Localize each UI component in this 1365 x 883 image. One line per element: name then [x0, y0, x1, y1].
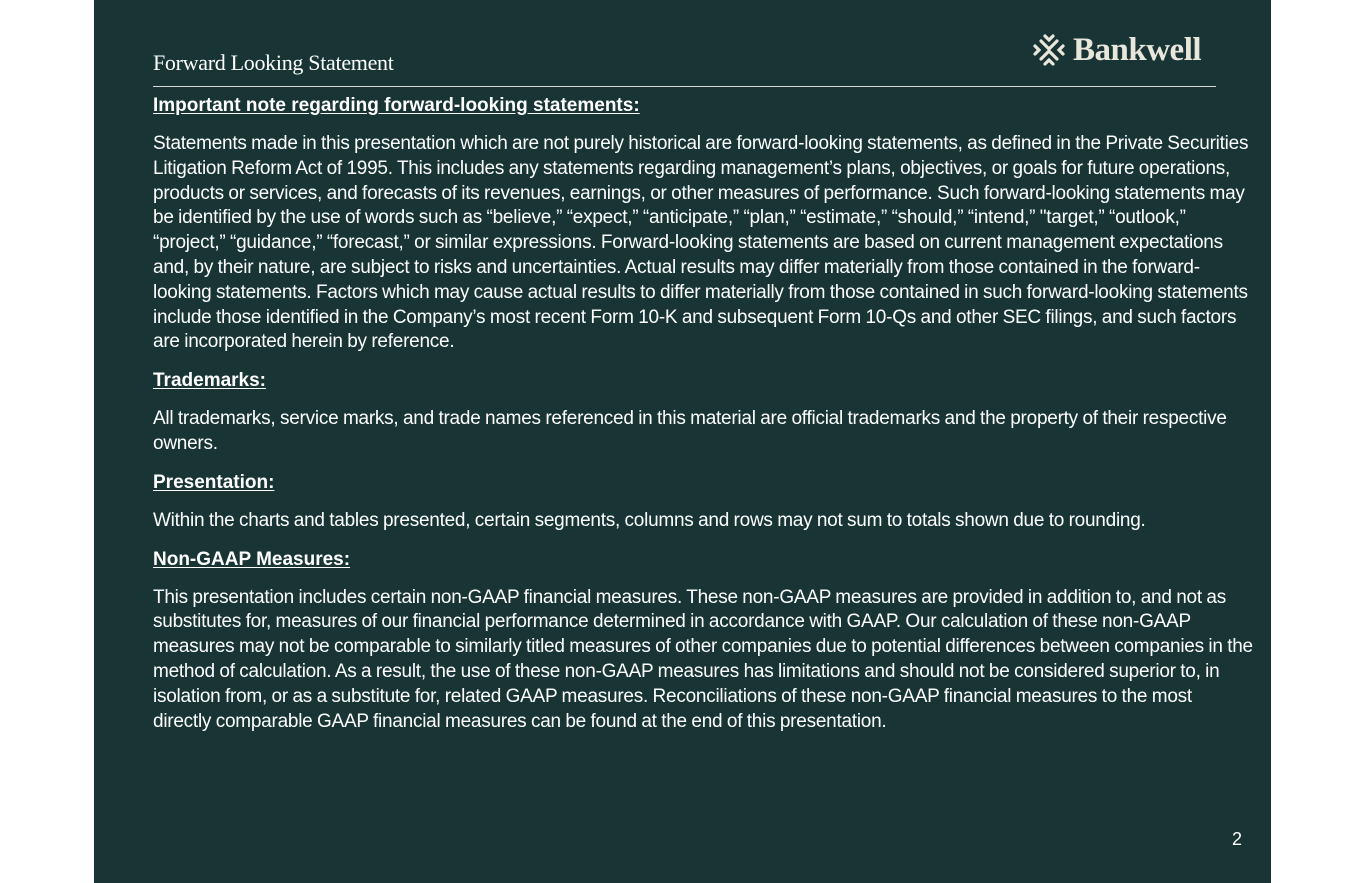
section-body-trademarks: All trademarks, service marks, and trade names referenced in this material are official trademarks and the property of their respective owners. [153, 408, 1227, 454]
bankwell-logo [1031, 30, 1201, 70]
section-heading-trademarks: Trademarks: [153, 370, 267, 392]
section-heading-forward-looking: Important note regarding forward-looking statements: [153, 95, 640, 116]
page-number: 2 [1231, 829, 1242, 849]
section-body-presentation: Within the charts and tables presented, certain segments, columns and rows may not sum to totals shown due to rounding. [153, 509, 1146, 531]
header-divider [153, 86, 1216, 87]
section-heading-non-gaap: Non-GAAP Measures: [153, 548, 351, 570]
logo-text: Bankwell [1073, 32, 1202, 68]
page-title: Forward Looking Statement [153, 50, 394, 75]
slide [94, 0, 1271, 883]
content [153, 94, 1253, 748]
section-body-non-gaap: This presentation includes certain non-GAAP financial measures. These non-GAAP measures are provided in addition to, and not as substitutes for, measures of our financial performance determined in accordance with GAAP. Our calculation of these non-GAAP measures may not be comparable to similarly titled measures of other companies due to potential differences between companies in the method of calculation. As a result, the use of these non-GAAP measures has limitations and should not be considered superior to, in isolation from, or as a substitute for, related GAAP measures. Reconciliations of these non-GAAP financial measures to the most directly comparable GAAP financial measures can be found at the end of this presentation. [153, 586, 1253, 732]
bankwell-mark-icon [1031, 32, 1067, 68]
section-body-forward-looking: Statements made in this presentation which are not purely historical are forward-looking statements, as defined in the Private Securities Litigation Reform Act of 1995. This includes any statements regarding management’s plans, objectives, or goals for future operations, products or services, and forecasts of its revenues, earnings, or other measures of performance. Such forward-looking statements may be identified by the use of words such as “believe,” “expect,” “anticipate,” “plan,” “estimate,” “should,” “intend,” "target,” “outlook,” “project,” “guidance,” “forecast,” or similar expressions. Forward-looking statements are based on current management expectations and, by their nature, are subject to risks and uncertainties. Actual results may differ materially from those contained in the forward-looking statements. Factors which may cause actual results to differ materially from those contained in such forward-looking statements include those identified in the Company’s most recent Form 10-K and subsequent Form 10-Qs and other SEC filings, and such factors are incorporated herein by reference. [153, 133, 1249, 353]
section-heading-presentation: Presentation: [153, 471, 275, 493]
